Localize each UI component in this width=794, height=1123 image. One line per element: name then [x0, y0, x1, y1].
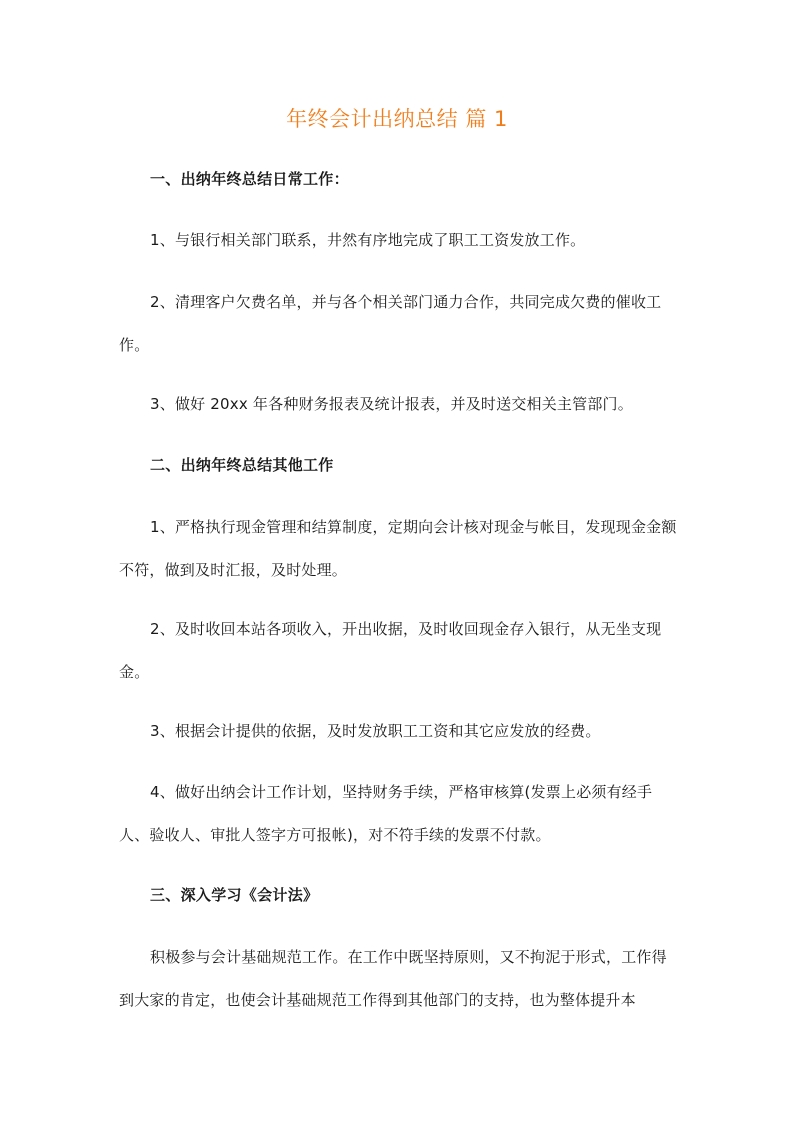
paragraph: 2、及时收回本站各项收入，开出收据，及时收回现金存入银行，从无坐支现金。 [119, 620, 662, 681]
paragraph: 2、清理客户欠费名单，并与各个相关部门通力合作，共同完成欠费的催收工作。 [119, 293, 662, 354]
paragraph: 1、与银行相关部门联系，井然有序地完成了职工工资发放工作。 [150, 231, 586, 249]
paragraph: 积极参与会计基础规范工作。在工作中既坚持原则，又不拘泥于形式，工作得到大家的肯定，也使会计基础规范工作得到其他部门的支持，也为整体提升本 [119, 948, 667, 1009]
section-heading: 二、出纳年终总结其他工作 [150, 456, 334, 474]
section-heading: 三、深入学习《会计法》 [150, 886, 319, 904]
paragraph: 4、做好出纳会计工作计划，坚持财务手续，严格审核算(发票上必须有经手人、验收人、审批人签字方可报帐)，对不符手续的发票不付款。 [119, 783, 653, 844]
paragraph: 3、根据会计提供的依据，及时发放职工工资和其它应发放的经费。 [150, 722, 601, 740]
section-heading: 一、出纳年终总结日常工作： [150, 170, 349, 188]
paragraph: 3、做好 20xx 年各种财务报表及统计报表，并及时送交相关主管部门。 [150, 395, 633, 413]
document-title: 年终会计出纳总结 篇 1 [286, 107, 508, 131]
paragraph: 1、严格执行现金管理和结算制度，定期向会计核对现金与帐目，发现现金金额不符，做到及时汇报，及时处理。 [119, 518, 677, 579]
